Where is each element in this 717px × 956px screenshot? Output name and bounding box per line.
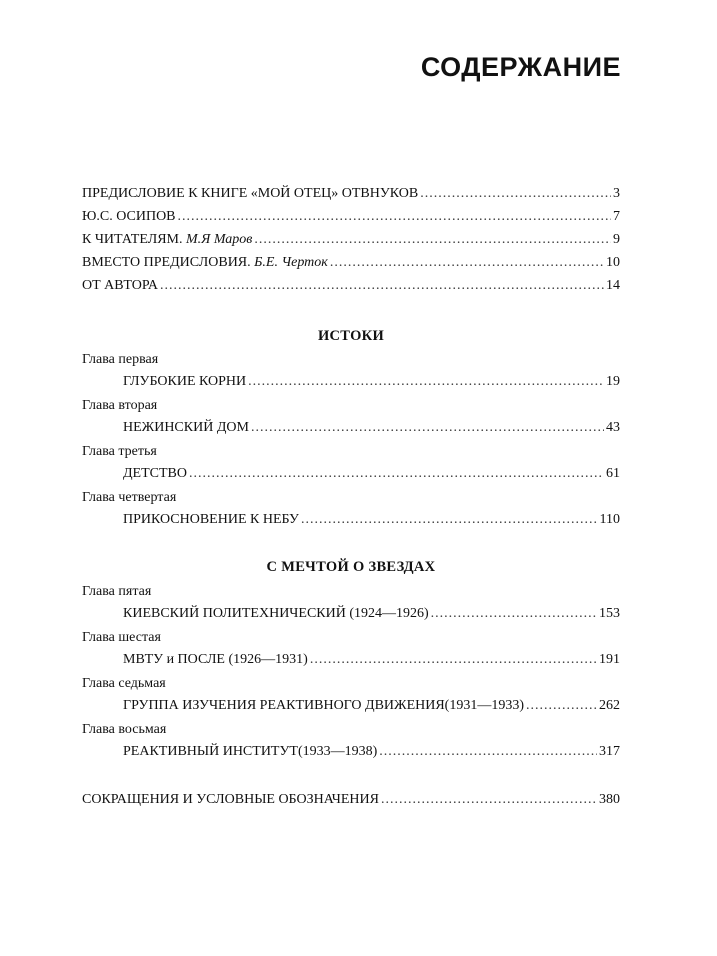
page-number: 3	[613, 186, 620, 201]
toc-entry-abbreviations	[82, 788, 620, 811]
page-number: 43	[606, 420, 620, 435]
dot-leader	[310, 648, 597, 671]
entry-label: ДЕТСТВО	[123, 466, 187, 481]
entry-label: ПРИКОСНОВЕНИЕ К НЕБУ	[123, 512, 299, 527]
section-title-dream-of-stars: С МЕЧТОЙ О ЗВЕЗДАХ	[266, 559, 436, 575]
entry-author: М.Я Маров	[185, 232, 253, 247]
entry-label: НЕЖИНСКИЙ ДОМ	[123, 420, 249, 435]
dot-leader	[160, 274, 604, 297]
entry-label: КИЕВСКИЙ ПОЛИТЕХНИЧЕСКИЙ (1924—1926)	[123, 606, 429, 621]
table-of-contents	[82, 0, 620, 956]
chapter-label: Глава шестая	[82, 630, 161, 645]
toc-entry-chapter-8	[123, 740, 620, 763]
entry-author: Б.Е. Черток	[254, 255, 328, 270]
dot-leader	[248, 370, 604, 393]
entry-label: ОТ АВТОРА	[82, 278, 159, 293]
entry-label: ГЛУБОКИЕ КОРНИ	[123, 374, 247, 389]
entry-label: ПРЕДИСЛОВИЕ К КНИГЕ «МОЙ ОТЕЦ» ОТВНУКОВ	[82, 186, 419, 201]
page-number: 110	[599, 512, 620, 527]
dot-leader	[381, 788, 597, 811]
entry-label: Ю.С. ОСИПОВ	[82, 209, 176, 224]
dot-leader	[301, 508, 598, 531]
chapter-label: Глава седьмая	[82, 676, 166, 691]
chapter-label: Глава первая	[82, 352, 159, 367]
dot-leader	[330, 251, 604, 274]
page-number: 14	[606, 278, 620, 293]
dot-leader	[178, 205, 611, 228]
section-title-istoki: ИСТОКИ	[317, 328, 385, 344]
dot-leader	[431, 602, 597, 625]
page-number: 153	[599, 606, 620, 621]
dot-leader	[420, 182, 611, 205]
toc-entry-chapter-7	[123, 694, 620, 717]
toc-entry-from-author	[82, 274, 620, 297]
toc-entry-osipov	[82, 205, 620, 228]
toc-entry-chapter-4	[123, 508, 620, 531]
page-title: СОДЕРЖАНИЕ	[420, 52, 621, 82]
page-number: 317	[599, 744, 620, 759]
chapter-label: Глава пятая	[82, 584, 152, 599]
page-number: 10	[606, 255, 620, 270]
toc-entry-chapter-5	[123, 602, 620, 625]
entry-label: ГРУППА ИЗУЧЕНИЯ РЕАКТИВНОГО ДВИЖЕНИЯ(1931—1933)	[123, 698, 525, 713]
page-number: 9	[613, 232, 620, 247]
chapter-label: Глава вторая	[82, 398, 158, 413]
toc-entry-chapter-3	[123, 462, 620, 485]
dot-leader	[379, 740, 597, 763]
chapter-label: Глава восьмая	[82, 722, 167, 737]
entry-label: РЕАКТИВНЫЙ ИНСТИТУТ(1933—1938)	[123, 744, 378, 759]
toc-entry-chapter-1	[123, 370, 620, 393]
page-number: 262	[599, 698, 620, 713]
page-number: 7	[613, 209, 620, 224]
page-number: 380	[599, 792, 620, 807]
entry-label: МВТУ и ПОСЛЕ (1926—1931)	[123, 652, 308, 667]
entry-label: ВМЕСТО ПРЕДИСЛОВИЯ. Б.Е. Черток	[82, 255, 328, 270]
toc-entry-chapter-2	[123, 416, 620, 439]
toc-entry-foreword-book	[82, 182, 620, 205]
page-number: 191	[599, 652, 620, 667]
chapter-label: Глава четвертая	[82, 490, 177, 505]
page-number: 19	[606, 374, 620, 389]
toc-entry-chapter-6	[123, 648, 620, 671]
dot-leader	[189, 462, 604, 485]
toc-entry-instead-of-foreword	[82, 251, 620, 274]
dot-leader	[251, 416, 604, 439]
page-number: 61	[606, 466, 620, 481]
chapter-label: Глава третья	[82, 444, 157, 459]
entry-label: К ЧИТАТЕЛЯМ. М.Я Маров	[82, 232, 253, 247]
toc-entry-to-readers	[82, 228, 620, 251]
dot-leader	[526, 694, 597, 717]
entry-label: СОКРАЩЕНИЯ И УСЛОВНЫЕ ОБОЗНАЧЕНИЯ	[82, 792, 379, 807]
dot-leader	[254, 228, 611, 251]
